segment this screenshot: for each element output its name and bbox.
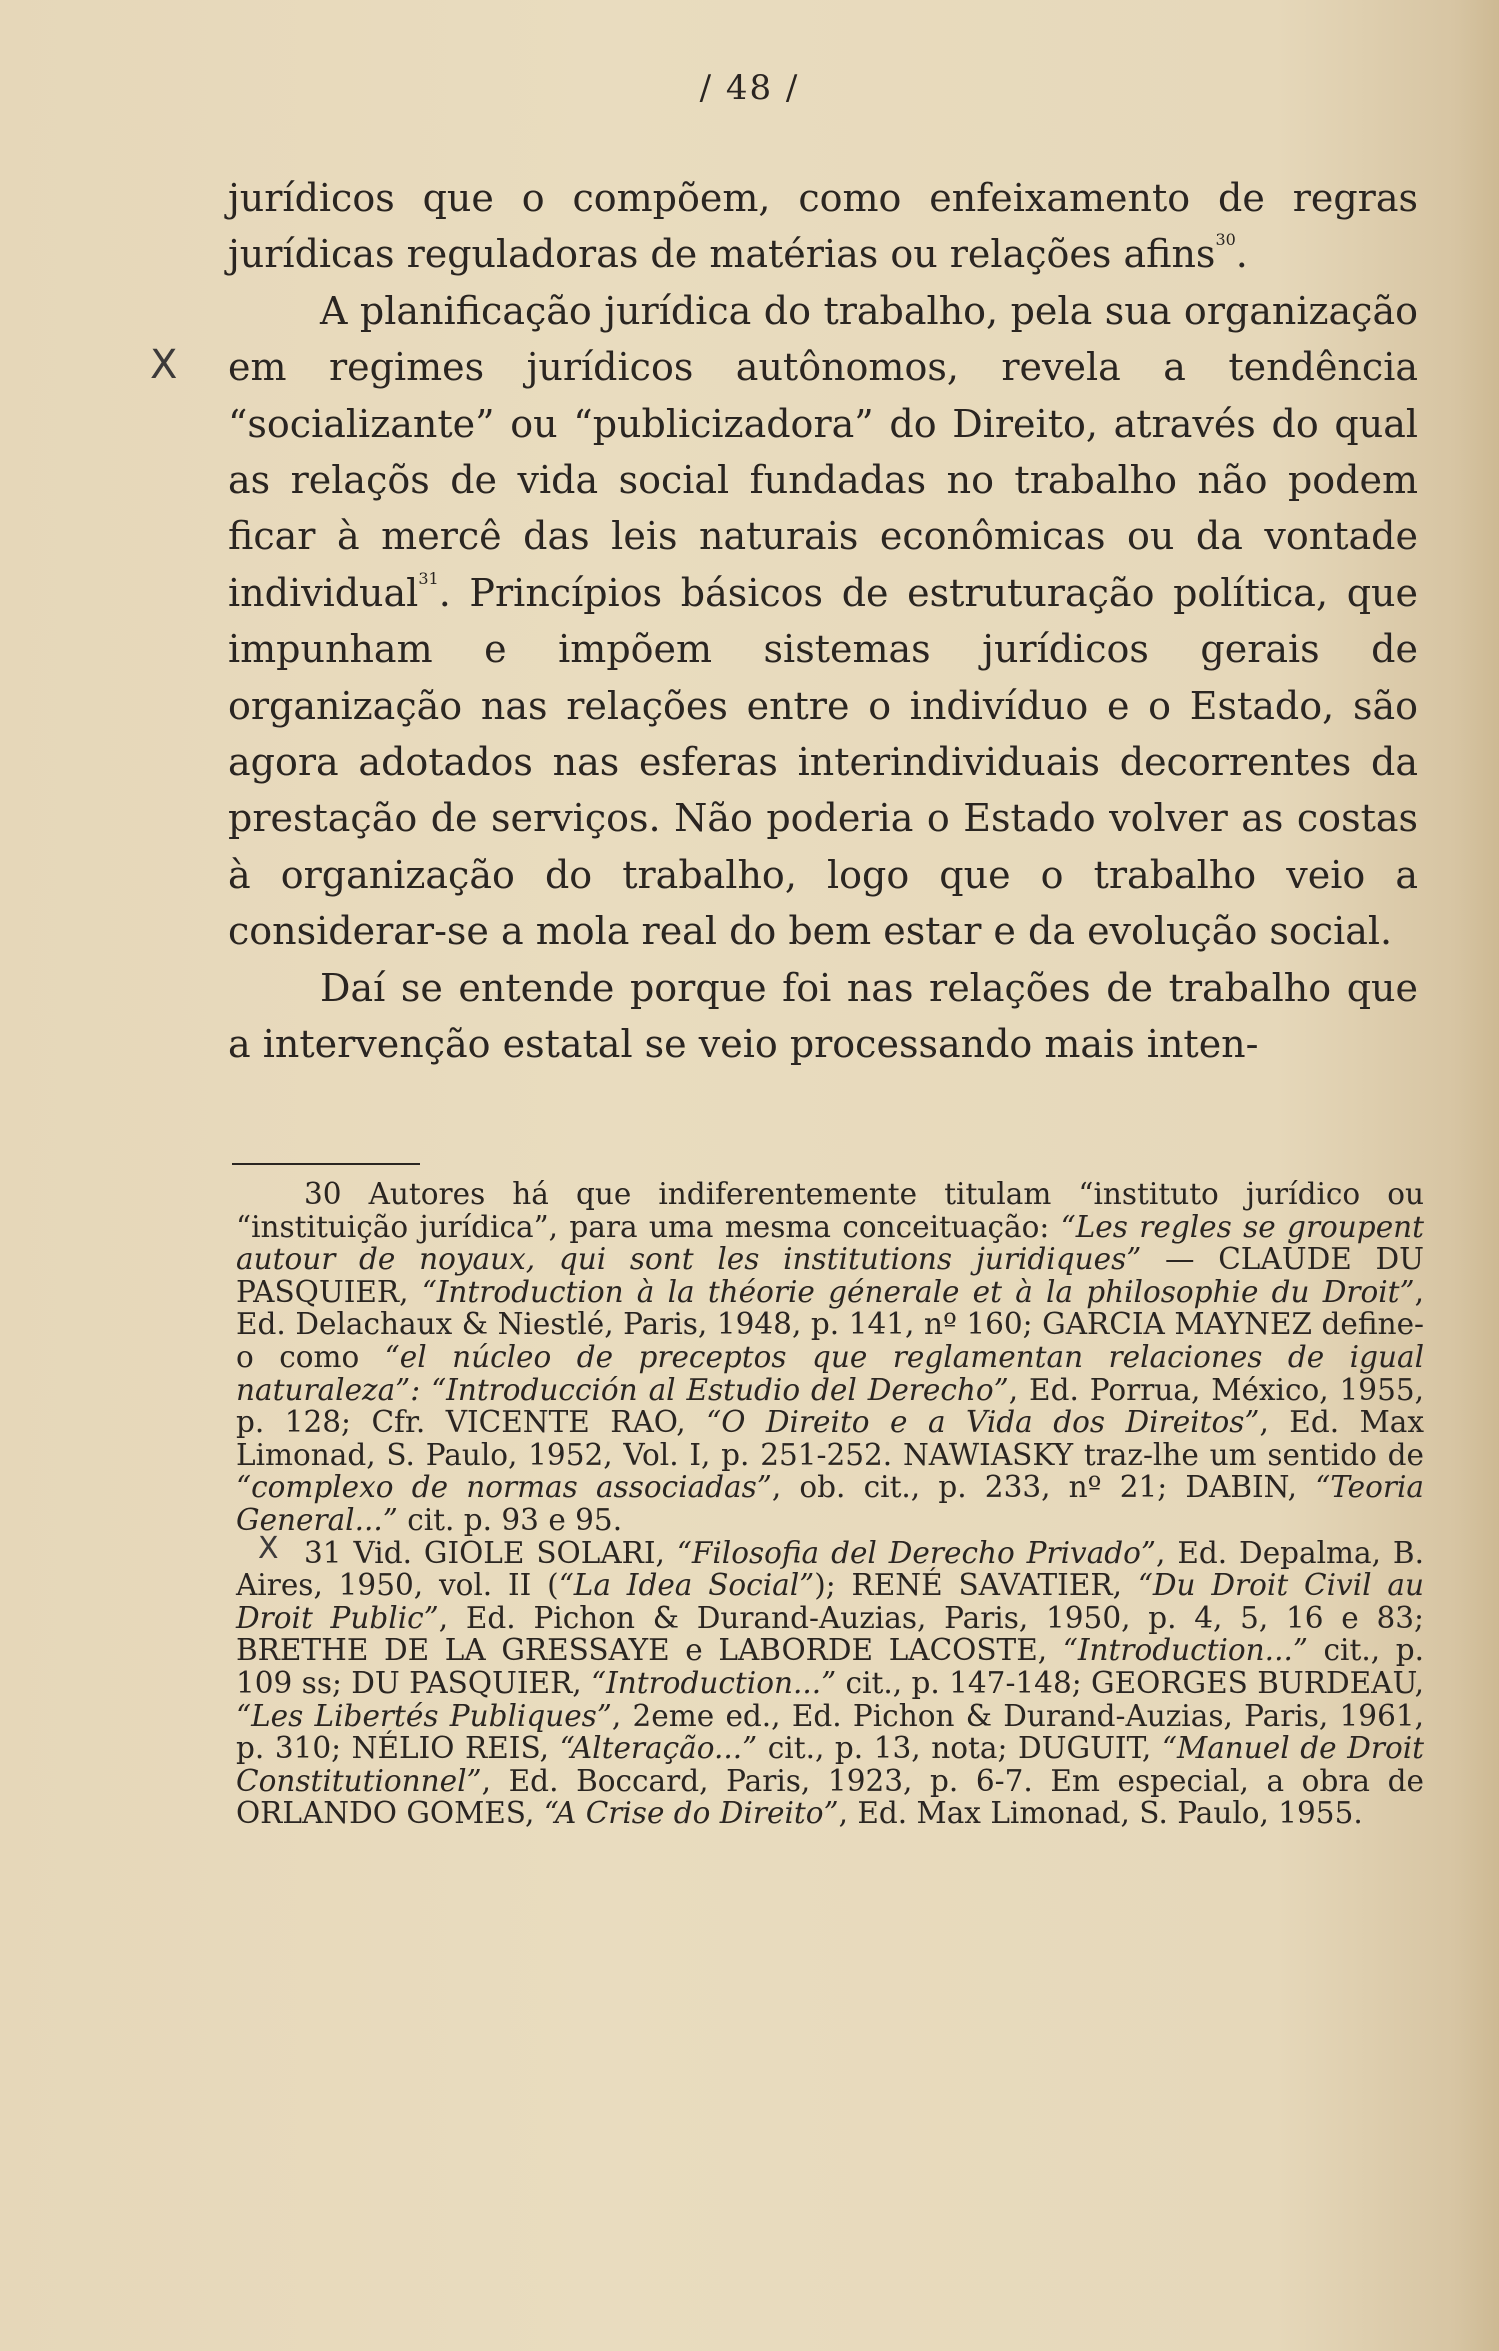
page-number: / 48 /	[699, 68, 800, 108]
margin-annotation-x: X	[258, 1530, 279, 1566]
footnote-number: 31	[304, 1535, 342, 1570]
footnote-ref-30[interactable]: 30	[1215, 230, 1236, 250]
footnote-ref-31[interactable]: 31	[418, 568, 439, 588]
footnote-divider	[232, 1163, 420, 1165]
margin-annotation-x: X	[150, 342, 178, 388]
footnote-30: 30 Autores há que indiferentemente titulam “instituto jurídico ou “instituição jurídica”, para uma mesma conceituação: “Les regles se groupent autour de noyaux, qui sont les institutions juridiques” — CLAUDE DU PASQUIER, “Introduction à la théorie génerale et à la philosophie du Droit”, Ed. Delachaux & Niestlé, Paris, 1948, p. 141, nº 160; GARCIA MAYNEZ define-o como “el núcleo de preceptos que reglamentan relaciones de igual naturaleza”: “Introducción al Estudio del Derecho”, Ed. Porrua, México, 1955, p. 128; Cfr. VICENTE RAO, “O Direito e a Vida dos Direitos”, Ed. Max Limonad, S. Paulo, 1952, Vol. I, p. 251-252. NAWIASKY traz-lhe um sentido de “complexo de normas associadas”, ob. cit., p. 233, nº 21; DABIN, “Teoria General...” cit. p. 93 e 95.	[236, 1177, 1425, 1537]
footnote-31: X 31 Vid. GIOLE SOLARI, “Filosofia del Derecho Privado”, Ed. Depalma, B. Aires, 1950, vol. II (“La Idea Social”); RENÉ SAVATIER, “Du Droit Civil au Droit Public”, Ed. Pichon & Durand-Auzias, Paris, 1950, p. 4, 5, 16 e 83; BRETHE DE LA GRESSAYE e LABORDE LACOSTE, “Introduction...” cit., p. 109 ss; DU PASQUIER, “Introduction...” cit., p. 147-148; GEORGES BURDEAU, “Les Libertés Publiques”, 2eme ed., Ed. Pichon & Durand-Auzias, Paris, 1961, p. 310; NÉLIO REIS, “Alteração...” cit., p. 13, nota; DUGUIT, “Manuel de Droit Constitutionnel”, Ed. Boccard, Paris, 1923, p. 6-7. Em especial, a obra de ORLANDO GOMES, “A Crise do Direito”, Ed. Max Limonad, S. Paulo, 1955.	[236, 1530, 1424, 1831]
footnotes	[236, 1178, 1424, 1830]
paragraph-3: Daí se entende porque foi nas relações de trabalho que a intervenção estatal se veio processando mais inten-	[228, 965, 1418, 1067]
paragraph-1: jurídicos que o compõem, como enfeixamento de regras jurídicas reguladoras de matérias ou relações afins$^{30}$.	[228, 176, 1418, 277]
main-text	[228, 170, 1418, 1073]
footnote-number: 30	[304, 1177, 342, 1211]
paragraph-2: A planificação jurídica do trabalho, pela sua organização em regimes jurídicos autônomos, revela a tendência “socializante” ou “publicizadora” do Direito, através do qual as relaçõs de vida social fundadas no trabalho não podem ficar à mercê das leis naturais econômicas ou da vontade individual$^{31}$. Princípios básicos de estruturação política, que impunham e impõem sistemas jurídicos gerais de organização nas relações entre o indivíduo e o Estado, são agora adotados nas esferas interindividuais decorrentes da prestação de serviços. Não poderia o Estado volver as costas à organização do trabalho, logo que o trabalho veio a considerar-se a mola real do bem estar e da evolução social.	[228, 288, 1418, 954]
